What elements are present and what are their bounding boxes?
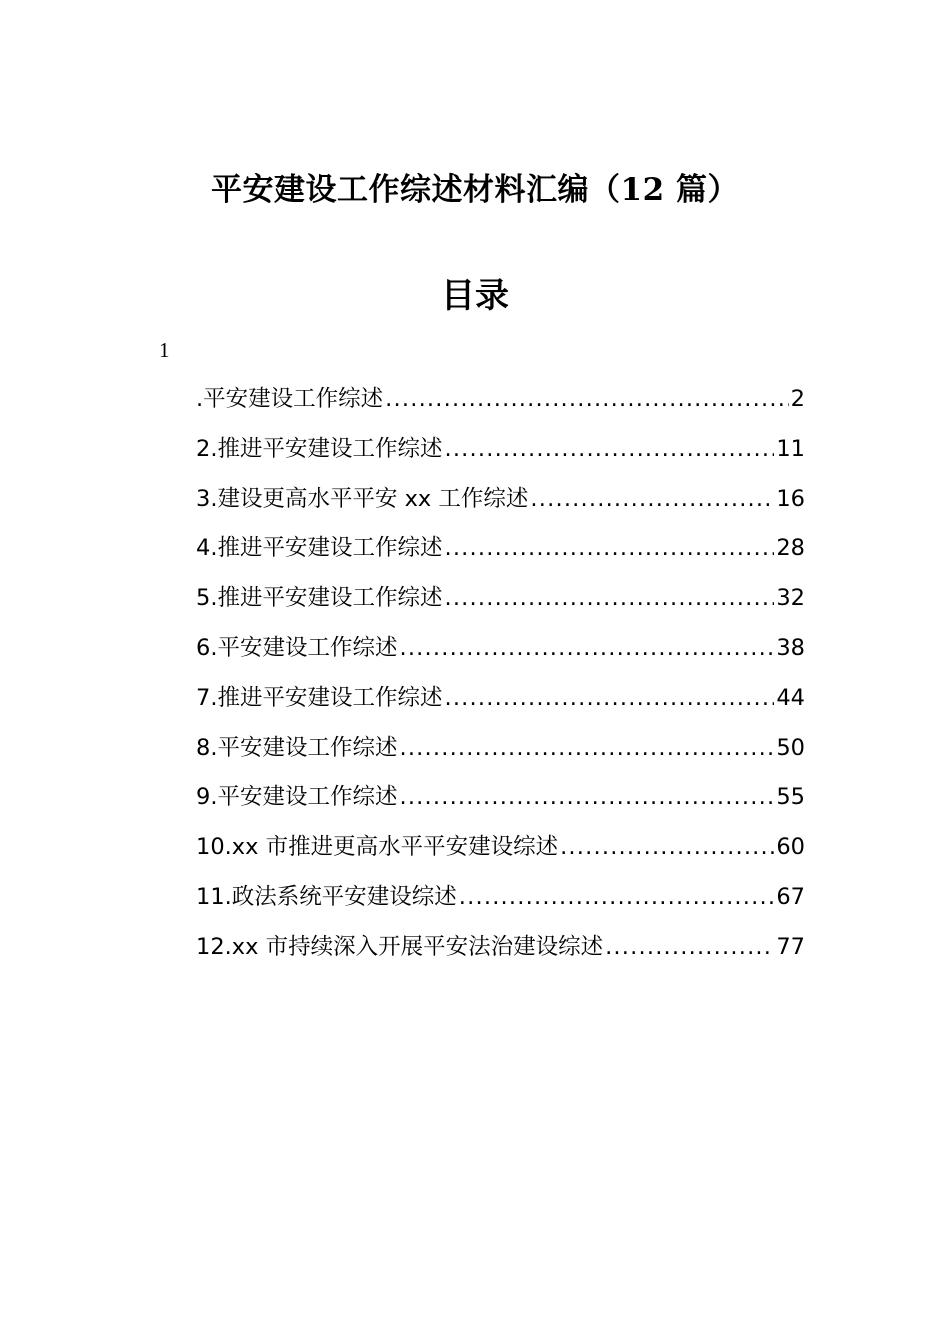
toc-entry-page: 11: [776, 435, 805, 462]
toc-dot-leader: [444, 425, 774, 475]
toc-entry-page: 32: [776, 585, 805, 612]
toc-dot-leader: [444, 574, 774, 624]
toc-entry-title: 11.政法系统平安建设综述: [196, 883, 457, 910]
toc-entry-title: 4.推进平安建设工作综述: [196, 535, 443, 562]
toc-dot-leader: [385, 375, 789, 425]
toc-entry-title: 2.推进平安建设工作综述: [196, 435, 443, 462]
toc-entry-4[interactable]: [196, 524, 805, 574]
toc-entry-title: .平安建设工作综述: [196, 386, 384, 412]
toc-entry-page: 44: [776, 684, 805, 711]
toc-entry-3[interactable]: [196, 475, 805, 525]
toc-entry-title: 12.xx 市持续深入开展平安法治建设综述: [196, 933, 604, 960]
toc-entry-page: 60: [776, 834, 805, 861]
toc-dot-leader: [530, 475, 774, 525]
toc-dot-leader: [459, 873, 775, 923]
document-title: 平安建设工作综述材料汇编（12 篇）: [211, 172, 739, 208]
toc-entry-page: 67: [776, 883, 805, 910]
toc-heading: 目录: [441, 276, 509, 316]
toc-dot-leader: [399, 724, 774, 774]
toc-entry-page: 2: [790, 386, 805, 412]
toc-entry-8[interactable]: [196, 724, 805, 774]
toc-entry-page: 50: [776, 734, 805, 761]
toc-entry-title: 10.xx 市推进更高水平平安建设综述: [196, 834, 559, 861]
toc-entry-11[interactable]: [196, 873, 805, 923]
toc-entry-title: 5.推进平安建设工作综述: [196, 585, 443, 612]
table-of-contents: [196, 375, 805, 973]
toc-entry-page: 55: [776, 784, 805, 811]
toc-entry-1[interactable]: [196, 375, 805, 425]
toc-dot-leader: [444, 524, 774, 574]
toc-entry-6[interactable]: [196, 624, 805, 674]
toc-entry-page: 16: [776, 485, 805, 512]
toc-entry-title: 3.建设更高水平平安 xx 工作综述: [196, 485, 529, 512]
toc-entry-title: 8.平安建设工作综述: [196, 734, 398, 761]
toc-entry-12[interactable]: [196, 923, 805, 973]
toc-dot-leader: [605, 923, 774, 973]
page-marker: 1: [159, 338, 170, 362]
toc-entry-page: 77: [776, 933, 805, 960]
toc-entry-page: 28: [776, 535, 805, 562]
toc-entry-page: 38: [776, 634, 805, 661]
toc-dot-leader: [399, 773, 774, 823]
toc-dot-leader: [560, 823, 774, 873]
toc-entry-title: 7.推进平安建设工作综述: [196, 684, 443, 711]
toc-dot-leader: [399, 624, 774, 674]
toc-entry-10[interactable]: [196, 823, 805, 873]
toc-entry-7[interactable]: [196, 674, 805, 724]
toc-entry-5[interactable]: [196, 574, 805, 624]
toc-dot-leader: [444, 674, 774, 724]
toc-entry-2[interactable]: [196, 425, 805, 475]
toc-entry-title: 6.平安建设工作综述: [196, 634, 398, 661]
toc-entry-9[interactable]: [196, 773, 805, 823]
toc-entry-title: 9.平安建设工作综述: [196, 784, 398, 811]
